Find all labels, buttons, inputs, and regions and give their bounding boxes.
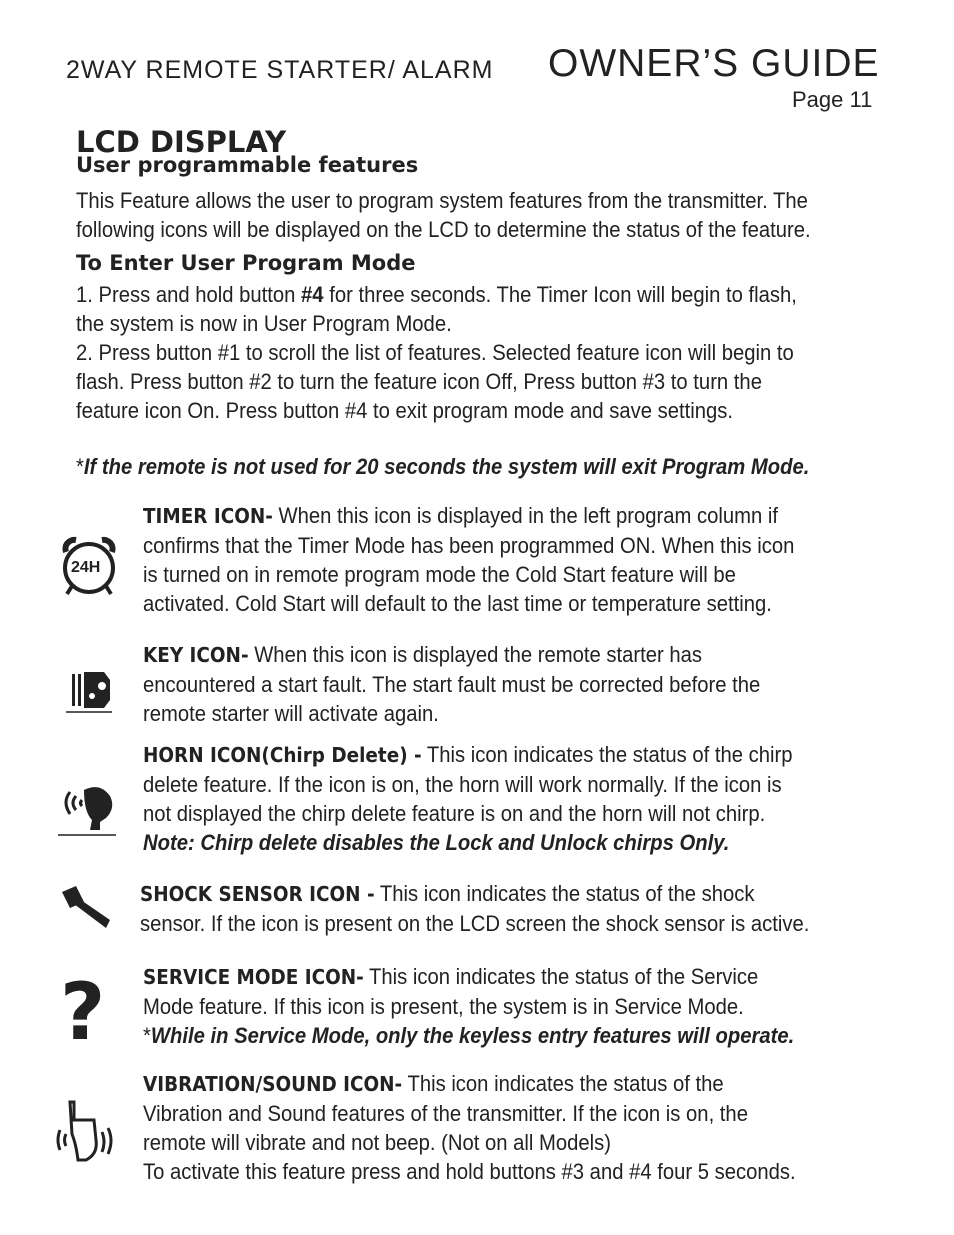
timer-icon <box>56 534 122 598</box>
key-line: encountered a start fault. The start fault must be corrected before the <box>143 672 761 697</box>
service-feature <box>143 962 794 1050</box>
horn-icon <box>56 782 118 838</box>
page-number: Page 11 <box>792 87 873 112</box>
vibration-text: This icon indicates the status of the <box>402 1071 724 1096</box>
vibration-icon <box>54 1098 116 1164</box>
timer-title: TIMER ICON- <box>143 504 273 528</box>
key-first-line <box>143 640 760 670</box>
vibration-title: VIBRATION/SOUND ICON- <box>143 1072 403 1096</box>
step-1-text: 1. Press and hold button <box>76 282 302 307</box>
section-title: LCD DISPLAY <box>76 125 287 159</box>
step-2-line: 2. Press button #1 to scroll the list of features. Selected feature icon will begin to <box>76 340 794 365</box>
shock-title: SHOCK SENSOR ICON - <box>140 882 375 906</box>
intro-line: This Feature allows the user to program system features from the transmitter. The <box>76 188 808 213</box>
horn-text: This icon indicates the status of the chirp <box>421 742 793 767</box>
service-note <box>143 1021 794 1050</box>
vibration-line: To activate this feature press and hold buttons #3 and #4 four 5 seconds. <box>143 1159 796 1184</box>
shock-feature <box>140 879 809 938</box>
vibration-feature <box>143 1069 796 1186</box>
timer-line: activated. Cold Start will default to the last time or temperature setting. <box>143 591 772 616</box>
step-1-line-2: the system is now in User Program Mode. <box>76 311 452 336</box>
question-mark-icon: ? <box>60 968 106 1058</box>
horn-note: Note: Chirp delete disables the Lock and Unlock chirps Only. <box>143 830 730 855</box>
shock-text: This icon indicates the status of the shock <box>374 881 755 906</box>
key-title: KEY ICON- <box>143 643 249 667</box>
timer-text: When this icon is displayed in the left program column if <box>272 503 779 528</box>
horn-line: delete feature. If the icon is on, the horn will work normally. If the icon is <box>143 772 782 797</box>
vibration-line: Vibration and Sound features of the transmitter. If the icon is on, the <box>143 1101 748 1126</box>
note-asterisk: * <box>76 454 84 479</box>
product-title: 2WAY REMOTE STARTER/ ALARM <box>66 56 494 84</box>
step-1-text-rest: for three seconds. The Timer Icon will begin to flash, <box>323 282 797 307</box>
step-1-button: #4 <box>301 282 324 307</box>
key-icon <box>64 666 114 714</box>
shock-first-line <box>140 879 809 909</box>
vibration-line: remote will vibrate and not beep. (Not on all Models) <box>143 1130 612 1155</box>
service-title: SERVICE MODE ICON- <box>143 965 364 989</box>
key-feature <box>143 640 760 728</box>
timer-line: is turned on in remote program mode the Cold Start feature will be <box>143 562 736 587</box>
service-line: Mode feature. If this icon is present, the system is in Service Mode. <box>143 994 744 1019</box>
enter-program-heading: To Enter User Program Mode <box>76 251 416 275</box>
key-text: When this icon is displayed the remote starter has <box>248 642 702 667</box>
note-text: If the remote is not used for 20 seconds the system will exit Program Mode. <box>83 454 810 479</box>
section-subtitle: User programmable features <box>76 153 419 177</box>
step-1 <box>76 280 797 309</box>
service-note-text: While in Service Mode, only the keyless entry features will operate. <box>150 1023 795 1048</box>
service-note-asterisk: * <box>143 1023 151 1048</box>
horn-first-line <box>143 740 793 770</box>
step-2-line: flash. Press button #2 to turn the feature icon Off, Press button #3 to turn the <box>76 369 762 394</box>
timer-feature <box>143 501 794 618</box>
shock-line: sensor. If the icon is present on the LCD screen the shock sensor is active. <box>140 911 810 936</box>
service-first-line <box>143 962 794 992</box>
guide-title: OWNER’S GUIDE <box>548 42 880 85</box>
key-line: remote starter will activate again. <box>143 701 439 726</box>
timeout-note <box>76 452 809 481</box>
horn-title: HORN ICON(Chirp Delete) - <box>143 743 422 767</box>
steps-paragraph <box>76 280 797 425</box>
hammer-icon <box>58 884 114 932</box>
horn-line: not displayed the chirp delete feature is on and the horn will not chirp. <box>143 801 766 826</box>
vibration-first-line <box>143 1069 796 1099</box>
service-text: This icon indicates the status of the Service <box>363 964 759 989</box>
intro-paragraph <box>76 186 811 244</box>
step-2-line: feature icon On. Press button #4 to exit program mode and save settings. <box>76 398 734 423</box>
timer-icon-label: 24H <box>71 559 101 576</box>
timer-line: confirms that the Timer Mode has been programmed ON. When this icon <box>143 533 795 558</box>
timer-first-line <box>143 501 794 531</box>
intro-line: following icons will be displayed on the LCD to determine the status of the feature. <box>76 217 811 242</box>
horn-feature <box>143 740 793 857</box>
